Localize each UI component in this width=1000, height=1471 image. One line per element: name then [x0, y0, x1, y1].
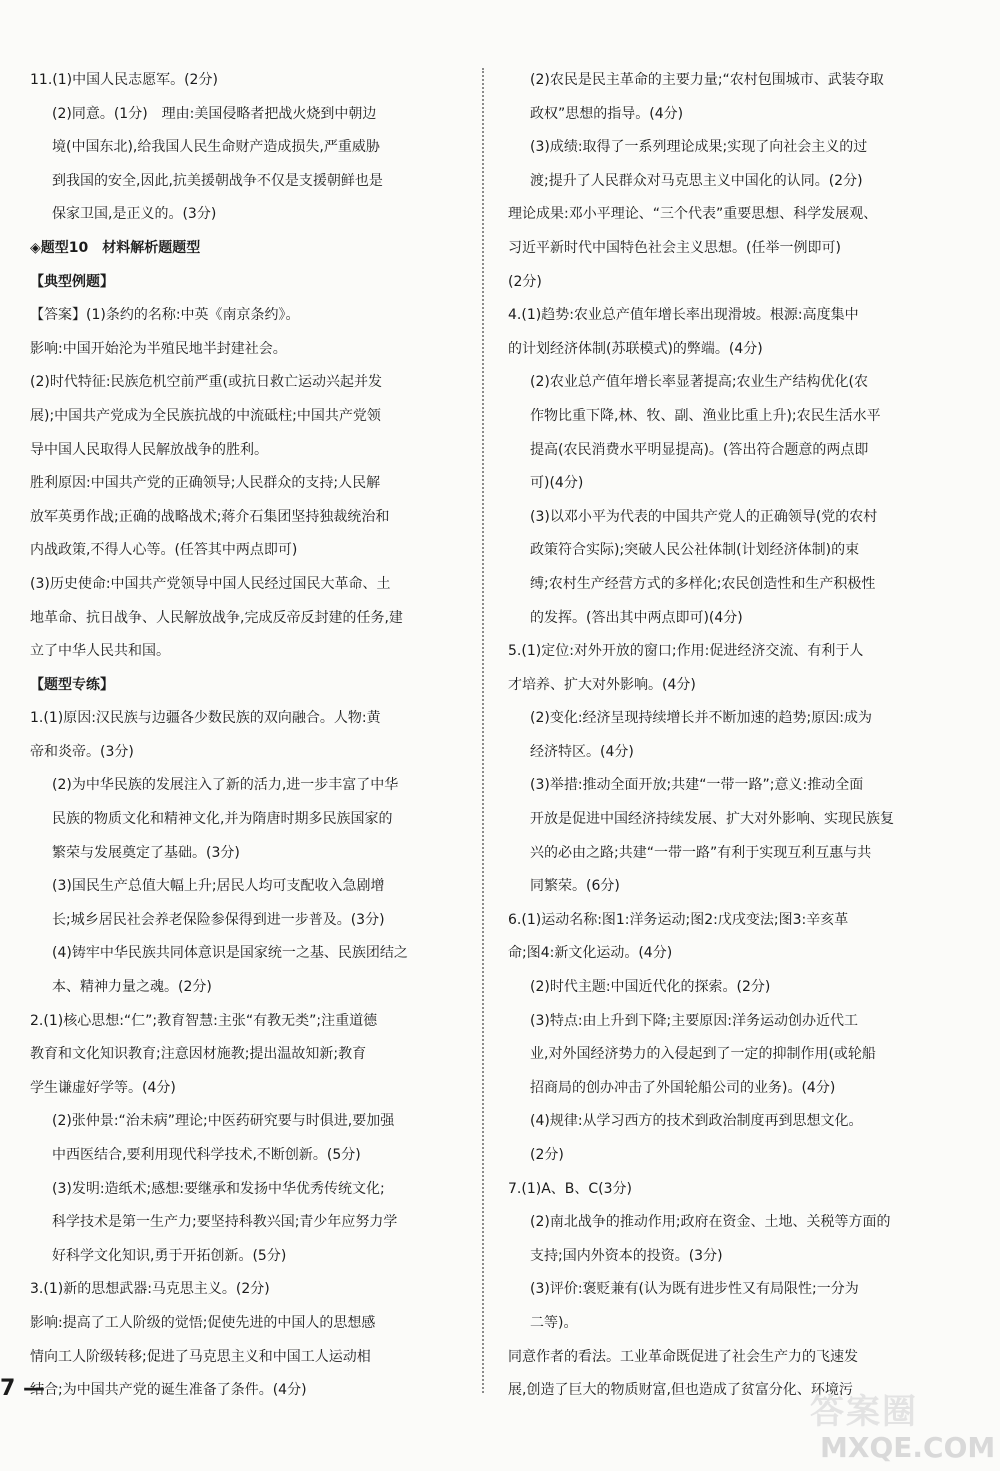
left-line: 3.(1)新的思想武器:马克思主义。(2分) [30, 1281, 270, 1298]
left-line: 展);中国共产党成为全民族抗战的中流砥柱;中国共产党领 [30, 407, 381, 424]
right-line: 渡;提升了人民群众对马克思主义中国化的认同。(2分) [530, 172, 863, 189]
right-line: (3)举措:推动全面开放;共建“一带一路”;意义:推动全面 [530, 777, 864, 794]
left-line: 影响:中国开始沦为半殖民地半封建社会。 [30, 340, 287, 357]
left-line: 保家卫国,是正义的。(3分) [52, 206, 217, 223]
right-line: (2分) [530, 1147, 564, 1163]
left-line: (2)时代特征:民族危机空前严重(或抗日救亡运动兴起并发 [30, 374, 383, 391]
right-line: (2)农民是民主革命的主要力量;“农村包围城市、武装夺取 [530, 72, 884, 88]
right-line: 支持;国内外资本的投资。(3分) [530, 1247, 723, 1264]
right-line: 政权”思想的指导。(4分) [530, 105, 684, 122]
right-line: 同意作者的看法。工业革命既促进了社会生产力的飞速发 [508, 1348, 858, 1365]
right-line: (4)规律:从学习西方的技术到政治制度再到思想文化。 [530, 1113, 863, 1130]
right-line: (3)以邓小平为代表的中国共产党人的正确领导(党的农村 [530, 508, 878, 525]
watermark-bottom-text: MXQE.COM [820, 1431, 996, 1464]
right-line: 提高(农民消费水平明显提高)。(答出符合题意的两点即 [530, 441, 869, 458]
right-line: 展,创造了巨大的物质财富,但也造成了贫富分化、环境污 [508, 1382, 853, 1399]
right-line: 缚;农村生产经营方式的多样化;农民创造性和生产积极性 [530, 575, 876, 592]
left-line: 导中国人民取得人民解放战争的胜利。 [30, 441, 268, 458]
left-line: 科学技术是第一生产力;要坚持科教兴国;青少年应努力学 [52, 1214, 398, 1231]
left-line: ◈题型10 材料解析题题型 [30, 239, 201, 256]
right-line: 同繁荣。(6分) [530, 878, 620, 895]
left-line: 境(中国东北),给我国人民生命财产造成损失,严重威胁 [52, 139, 380, 156]
left-line: 【典型例题】 [30, 273, 114, 290]
left-line: (2)同意。(1分) 理由:美国侵略者把战火烧到中朝边 [52, 105, 377, 122]
left-line: 教育和文化知识教育;注意因材施教;提出温故知新;教育 [30, 1046, 367, 1063]
right-line: 兴的必由之路;共建“一带一路”有利于实现互利互惠与共 [530, 844, 872, 861]
right-line: 可)(4分) [530, 475, 584, 492]
left-line: (3)发明:造纸术;感想:要继承和发扬中华优秀传统文化; [52, 1180, 385, 1197]
left-line: 地革命、抗日战争、人民解放战争,完成反帝反封建的任务,建 [30, 609, 403, 626]
left-line: (4)铸牢中华民族共同体意识是国家统一之基、民族团结之 [52, 945, 408, 962]
right-line: 才培养、扩大对外影响。(4分) [508, 676, 696, 693]
right-line: 开放是促进中国经济持续发展、扩大对外影响、实现民族复 [530, 811, 894, 828]
left-line: 放军英勇作战;正确的战略战术;蒋介石集团坚持独裁统治和 [30, 508, 390, 525]
left-line: 【答案】(1)条约的名称:中英《南京条约》。 [30, 307, 300, 324]
right-line: (3)特点:由上升到下降;主要原因:洋务运动创办近代工 [530, 1012, 858, 1029]
right-line: 二等)。 [530, 1314, 578, 1331]
left-line: 情向工人阶级转移;促进了马克思主义和中国工人运动相 [30, 1348, 371, 1365]
left-line: 结合;为中国共产党的诞生准备了条件。(4分) [30, 1382, 307, 1399]
left-line: 长;城乡居民社会养老保险参保得到进一步普及。(3分) [52, 911, 385, 928]
left-line: 本、精神力量之魂。(2分) [52, 979, 212, 996]
left-line: 胜利原因:中国共产党的正确领导;人民群众的支持;人民解 [30, 475, 381, 492]
right-line: (2)时代主题:中国近代化的探索。(2分) [530, 979, 771, 996]
left-line: 【题型专练】 [30, 676, 114, 693]
right-line: 5.(1)定位:对外开放的窗口;作用:促进经济交流、有利于人 [508, 643, 864, 660]
left-line: (2)张仲景:“治未病”理论;中医药研究要与时俱进,要加强 [52, 1113, 395, 1130]
watermark-top-text: 答案圈 [810, 1392, 918, 1432]
right-line: (2)南北战争的推动作用;政府在资金、土地、关税等方面的 [530, 1214, 891, 1231]
left-line: (2)为中华民族的发展注入了新的活力,进一步丰富了中华 [52, 777, 399, 794]
right-column [508, 64, 928, 1408]
right-line: 习近平新时代中国特色社会主义思想。(任举一例即可) [508, 239, 841, 256]
column-divider [482, 68, 484, 1393]
left-line: 1.(1)原因:汉民族与边疆各少数民族的双向融合。人物:黄 [30, 710, 381, 727]
right-line: 4.(1)趋势:农业总产值年增长率出现滑坡。根源:高度集中 [508, 307, 859, 324]
right-line: (3)评价:褒贬兼有(认为既有进步性又有局限性;一分为 [530, 1281, 859, 1298]
right-line: (2分) [508, 273, 542, 290]
right-line: 6.(1)运动名称:图1:洋务运动;图2:戊戌变法;图3:辛亥革 [508, 911, 849, 928]
left-column [30, 64, 462, 1408]
right-line: 业,对外国经济势力的入侵起到了一定的抑制作用(或轮船 [530, 1046, 876, 1063]
left-line: 中西医结合,要利用现代科学技术,不断创新。(5分) [52, 1147, 361, 1163]
right-line: (2)变化:经济呈现持续增长并不断加速的趋势;原因:成为 [530, 710, 872, 727]
watermark-logo [800, 1392, 996, 1468]
right-line: 7.(1)A、B、C(3分) [508, 1180, 632, 1197]
right-line: 的发挥。(答出其中两点即可)(4分) [530, 609, 743, 626]
left-line: 立了中华人民共和国。 [30, 643, 170, 660]
right-line: 理论成果:邓小平理论、“三个代表”重要思想、科学发展观、 [508, 206, 878, 223]
page-number: 7 — [0, 1376, 45, 1401]
right-line: 作物比重下降,林、牧、副、渔业比重上升);农民生活水平 [530, 407, 881, 424]
left-line: 影响:提高了工人阶级的觉悟;促使先进的中国人的思想感 [30, 1314, 376, 1331]
left-line: 好科学文化知识,勇于开拓创新。(5分) [52, 1247, 287, 1264]
left-line: 繁荣与发展奠定了基础。(3分) [52, 844, 240, 861]
left-line: 11.(1)中国人民志愿军。(2分) [30, 72, 218, 88]
left-line: 学生谦虚好学等。(4分) [30, 1079, 176, 1096]
right-line: 招商局的创办冲击了外国轮船公司的业务)。(4分) [530, 1079, 836, 1096]
left-line: 内战政策,不得人心等。(任答其中两点即可) [30, 542, 298, 559]
right-line: (3)成绩:取得了一系列理论成果;实现了向社会主义的过 [530, 139, 868, 156]
left-line: 到我国的安全,因此,抗美援朝战争不仅是支援朝鲜也是 [52, 172, 383, 189]
left-line: 2.(1)核心思想:“仁”;教育智慧:主张“有教无类”;注重道德 [30, 1012, 378, 1029]
right-line: (2)农业总产值年增长率显著提高;农业生产结构优化(农 [530, 374, 869, 391]
right-line: 经济特区。(4分) [530, 743, 634, 760]
left-line: 民族的物质文化和精神文化,并为隋唐时期多民族国家的 [52, 811, 393, 828]
right-line: 的计划经济体制(苏联模式)的弊端。(4分) [508, 340, 763, 357]
right-line: 命;图4:新文化运动。(4分) [508, 945, 673, 962]
left-line: 帝和炎帝。(3分) [30, 743, 134, 760]
left-line: (3)国民生产总值大幅上升;居民人均可支配收入急剧增 [52, 878, 385, 895]
right-line: 政策符合实际);突破人民公社体制(计划经济体制)的束 [530, 542, 860, 559]
left-line: (3)历史使命:中国共产党领导中国人民经过国民大革命、土 [30, 575, 391, 592]
